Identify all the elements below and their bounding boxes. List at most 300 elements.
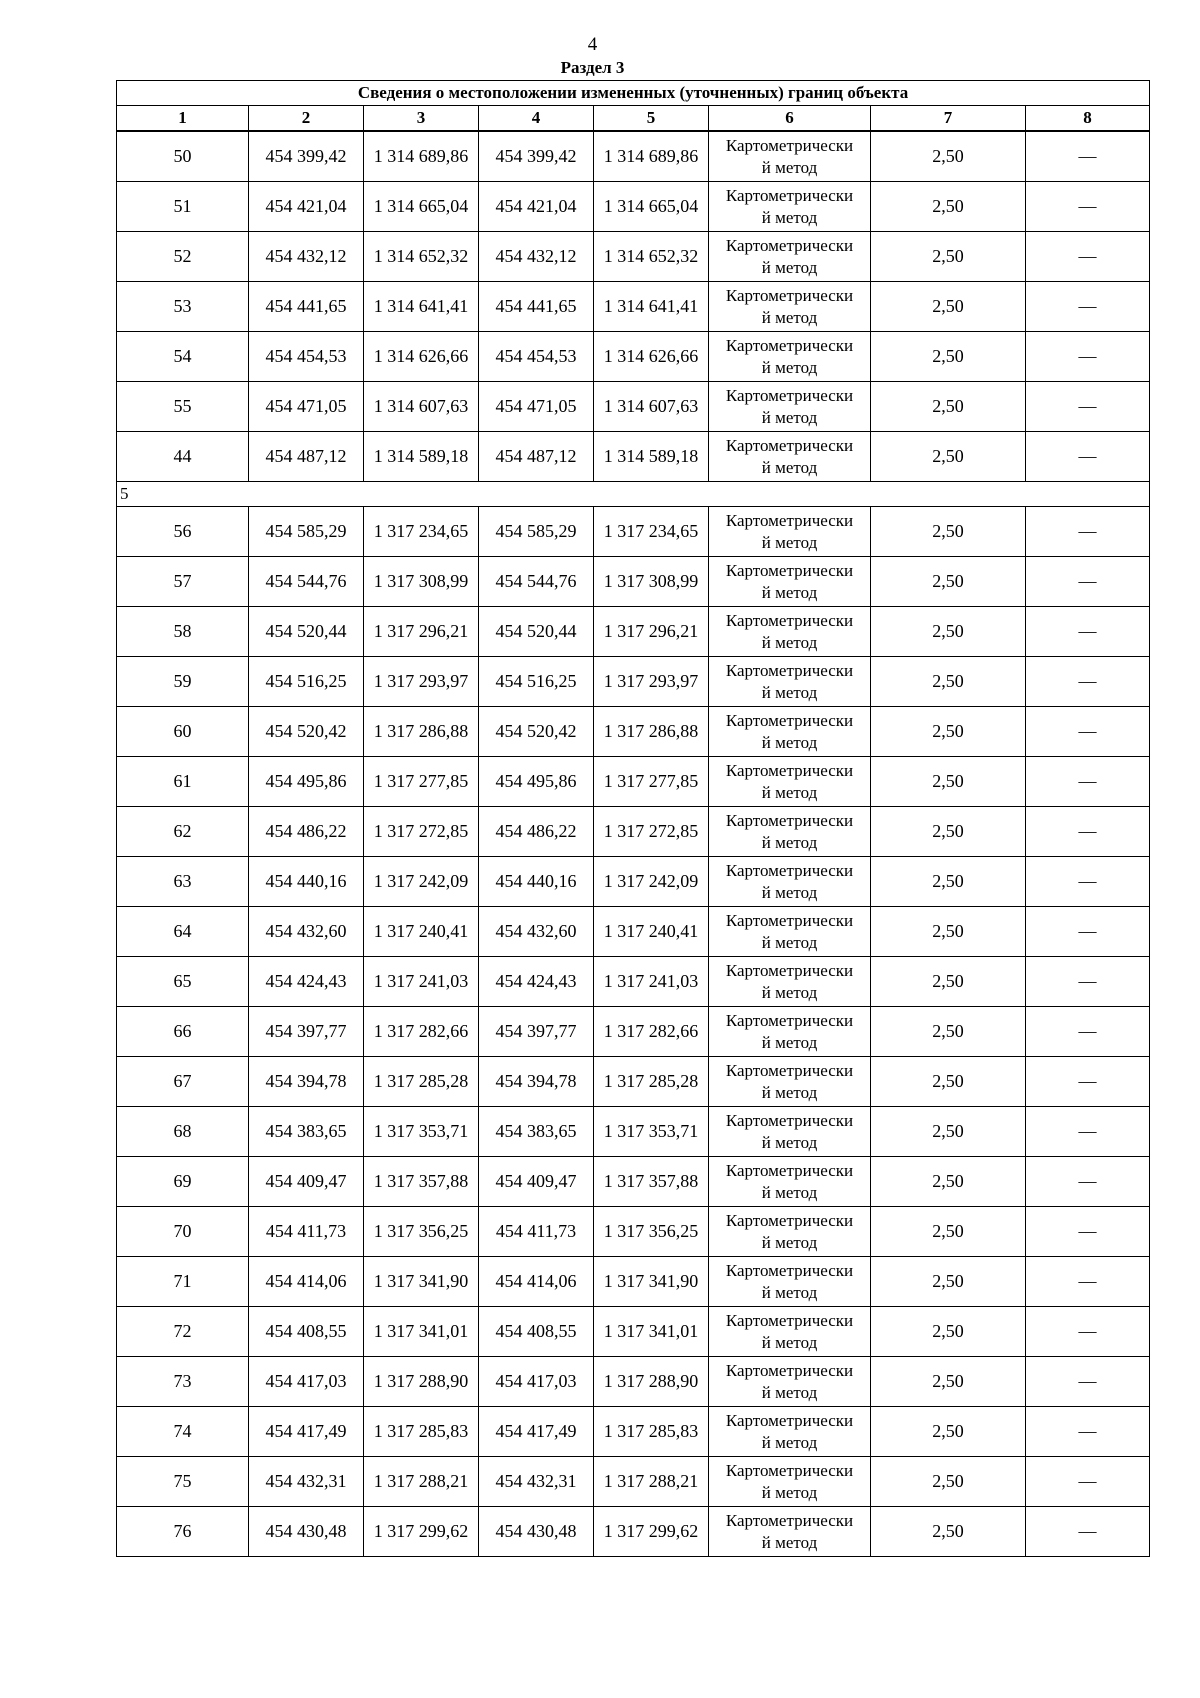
y-existing-cell: 1 317 357,88 — [364, 1157, 479, 1207]
y-updated-cell: 1 317 356,25 — [594, 1207, 709, 1257]
x-updated-cell: 454 440,16 — [479, 857, 594, 907]
y-existing-cell: 1 314 626,66 — [364, 332, 479, 382]
point-description-cell: — — [1026, 131, 1150, 182]
method-text-line: Картометрически — [725, 560, 854, 580]
table-row — [117, 1257, 1150, 1307]
accuracy-cell: 2,50 — [871, 1307, 1026, 1357]
y-updated-cell: 1 314 641,41 — [594, 282, 709, 332]
accuracy-cell: 2,50 — [871, 1207, 1026, 1257]
x-existing-cell: 454 399,42 — [249, 131, 364, 182]
accuracy-cell: 2,50 — [871, 131, 1026, 182]
y-updated-cell: 1 317 341,01 — [594, 1307, 709, 1357]
point-number-cell: 58 — [117, 607, 249, 657]
x-updated-cell: 454 520,42 — [479, 707, 594, 757]
method-text-line: й метод — [761, 157, 818, 177]
method-text-line: й метод — [761, 632, 818, 652]
method-cell — [709, 382, 871, 432]
x-existing-cell: 454 544,76 — [249, 557, 364, 607]
method-cell — [709, 232, 871, 282]
point-description-cell: — — [1026, 1457, 1150, 1507]
accuracy-cell: 2,50 — [871, 657, 1026, 707]
y-updated-cell: 1 317 341,90 — [594, 1257, 709, 1307]
table-row — [117, 707, 1150, 757]
point-number-cell: 65 — [117, 957, 249, 1007]
column-number: 4 — [479, 106, 594, 132]
y-existing-cell: 1 317 241,03 — [364, 957, 479, 1007]
point-number-cell: 71 — [117, 1257, 249, 1307]
point-number-cell: 59 — [117, 657, 249, 707]
x-updated-cell: 454 397,77 — [479, 1007, 594, 1057]
point-number-cell: 56 — [117, 507, 249, 557]
point-number-cell: 76 — [117, 1507, 249, 1557]
y-existing-cell: 1 317 277,85 — [364, 757, 479, 807]
method-cell — [709, 1257, 871, 1307]
x-updated-cell: 454 432,60 — [479, 907, 594, 957]
table-row — [117, 1507, 1150, 1557]
table-row — [117, 382, 1150, 432]
table-row — [117, 957, 1150, 1007]
method-cell — [709, 1107, 871, 1157]
contour-row — [117, 482, 1150, 507]
y-existing-cell: 1 317 234,65 — [364, 507, 479, 557]
table-row — [117, 607, 1150, 657]
table-row — [117, 1207, 1150, 1257]
y-existing-cell: 1 317 356,25 — [364, 1207, 479, 1257]
point-number-cell: 69 — [117, 1157, 249, 1207]
table-row — [117, 657, 1150, 707]
x-existing-cell: 454 417,49 — [249, 1407, 364, 1457]
method-text-line: Картометрически — [725, 960, 854, 980]
table-row — [117, 1407, 1150, 1457]
y-existing-cell: 1 317 341,90 — [364, 1257, 479, 1307]
accuracy-cell: 2,50 — [871, 1457, 1026, 1507]
x-existing-cell: 454 432,60 — [249, 907, 364, 957]
accuracy-cell: 2,50 — [871, 332, 1026, 382]
method-text-line: Картометрически — [725, 1410, 854, 1430]
y-existing-cell: 1 317 286,88 — [364, 707, 479, 757]
method-text-line: Картометрически — [725, 185, 854, 205]
point-number-cell: 52 — [117, 232, 249, 282]
method-text-line: й метод — [761, 1182, 818, 1202]
method-text-line: Картометрически — [725, 510, 854, 530]
x-updated-cell: 454 487,12 — [479, 432, 594, 482]
method-text-line: Картометрически — [725, 135, 854, 155]
column-number: 5 — [594, 106, 709, 132]
point-description-cell: — — [1026, 1407, 1150, 1457]
method-text-line: й метод — [761, 932, 818, 952]
point-description-cell: — — [1026, 1207, 1150, 1257]
method-text-line: Картометрически — [725, 1210, 854, 1230]
y-existing-cell: 1 317 285,28 — [364, 1057, 479, 1107]
method-text-line: й метод — [761, 1032, 818, 1052]
point-number-cell: 50 — [117, 131, 249, 182]
point-number-cell: 73 — [117, 1357, 249, 1407]
y-existing-cell: 1 314 652,32 — [364, 232, 479, 282]
method-text-line: й метод — [761, 207, 818, 227]
method-text-line: й метод — [761, 732, 818, 752]
accuracy-cell: 2,50 — [871, 707, 1026, 757]
y-existing-cell: 1 317 240,41 — [364, 907, 479, 957]
x-updated-cell: 454 544,76 — [479, 557, 594, 607]
method-cell — [709, 1207, 871, 1257]
accuracy-cell: 2,50 — [871, 907, 1026, 957]
x-updated-cell: 454 414,06 — [479, 1257, 594, 1307]
x-existing-cell: 454 471,05 — [249, 382, 364, 432]
y-updated-cell: 1 317 282,66 — [594, 1007, 709, 1057]
method-text-line: Картометрически — [725, 860, 854, 880]
point-number-cell: 64 — [117, 907, 249, 957]
point-number-cell: 70 — [117, 1207, 249, 1257]
x-updated-cell: 454 399,42 — [479, 131, 594, 182]
method-text-line: Картометрически — [725, 1460, 854, 1480]
method-text-line: й метод — [761, 982, 818, 1002]
table-row — [117, 1107, 1150, 1157]
y-updated-cell: 1 317 234,65 — [594, 507, 709, 557]
y-existing-cell: 1 317 282,66 — [364, 1007, 479, 1057]
y-updated-cell: 1 317 240,41 — [594, 907, 709, 957]
x-existing-cell: 454 486,22 — [249, 807, 364, 857]
x-updated-cell: 454 394,78 — [479, 1057, 594, 1107]
page-number: 4 — [587, 34, 598, 55]
method-cell — [709, 907, 871, 957]
method-text-line: Картометрически — [725, 1510, 854, 1530]
x-updated-cell: 454 430,48 — [479, 1507, 594, 1557]
column-number: 6 — [709, 106, 871, 132]
x-existing-cell: 454 397,77 — [249, 1007, 364, 1057]
y-updated-cell: 1 317 241,03 — [594, 957, 709, 1007]
x-updated-cell: 454 417,49 — [479, 1407, 594, 1457]
table-row — [117, 907, 1150, 957]
method-text-line: Картометрически — [725, 1360, 854, 1380]
column-number: 7 — [871, 106, 1026, 132]
method-text-line: Картометрически — [725, 385, 854, 405]
x-updated-cell: 454 441,65 — [479, 282, 594, 332]
point-description-cell: — — [1026, 1007, 1150, 1057]
table-row — [117, 282, 1150, 332]
point-description-cell: — — [1026, 607, 1150, 657]
x-existing-cell: 454 495,86 — [249, 757, 364, 807]
method-cell — [709, 432, 871, 482]
y-existing-cell: 1 317 299,62 — [364, 1507, 479, 1557]
method-text-line: Картометрически — [725, 910, 854, 930]
coordinates-table — [116, 80, 1150, 1557]
x-existing-cell: 454 520,44 — [249, 607, 364, 657]
point-description-cell: — — [1026, 1057, 1150, 1107]
table-row — [117, 807, 1150, 857]
point-description-cell: — — [1026, 707, 1150, 757]
method-cell — [709, 182, 871, 232]
accuracy-cell: 2,50 — [871, 1157, 1026, 1207]
accuracy-cell: 2,50 — [871, 807, 1026, 857]
method-text-line: й метод — [761, 407, 818, 427]
point-description-cell: — — [1026, 382, 1150, 432]
point-description-cell: — — [1026, 1307, 1150, 1357]
y-updated-cell: 1 317 353,71 — [594, 1107, 709, 1157]
method-text-line: Картометрически — [725, 1060, 854, 1080]
accuracy-cell: 2,50 — [871, 1057, 1026, 1107]
accuracy-cell: 2,50 — [871, 432, 1026, 482]
x-existing-cell: 454 424,43 — [249, 957, 364, 1007]
accuracy-cell: 2,50 — [871, 1107, 1026, 1157]
column-number-row — [117, 106, 1150, 132]
method-cell — [709, 807, 871, 857]
x-updated-cell: 454 454,53 — [479, 332, 594, 382]
y-updated-cell: 1 314 607,63 — [594, 382, 709, 432]
point-number-cell: 68 — [117, 1107, 249, 1157]
method-cell — [709, 1057, 871, 1107]
method-text-line: Картометрически — [725, 335, 854, 355]
point-number-cell: 62 — [117, 807, 249, 857]
point-number-cell: 51 — [117, 182, 249, 232]
point-description-cell: — — [1026, 907, 1150, 957]
method-cell — [709, 282, 871, 332]
y-updated-cell: 1 317 293,97 — [594, 657, 709, 707]
method-text-line: Картометрически — [725, 435, 854, 455]
point-description-cell: — — [1026, 232, 1150, 282]
point-description-cell: — — [1026, 1157, 1150, 1207]
table-row — [117, 1157, 1150, 1207]
method-cell — [709, 131, 871, 182]
column-number: 1 — [117, 106, 249, 132]
point-description-cell: — — [1026, 557, 1150, 607]
method-text-line: Картометрически — [725, 660, 854, 680]
method-cell — [709, 757, 871, 807]
point-number-cell: 72 — [117, 1307, 249, 1357]
table-row — [117, 1007, 1150, 1057]
accuracy-cell: 2,50 — [871, 757, 1026, 807]
method-text-line: Картометрически — [725, 1310, 854, 1330]
accuracy-cell: 2,50 — [871, 282, 1026, 332]
table-row — [117, 857, 1150, 907]
method-text-line: й метод — [761, 1132, 818, 1152]
table-row — [117, 557, 1150, 607]
table-row — [117, 1457, 1150, 1507]
x-updated-cell: 454 432,31 — [479, 1457, 594, 1507]
method-text-line: Картометрически — [725, 1260, 854, 1280]
y-existing-cell: 1 317 288,90 — [364, 1357, 479, 1407]
method-text-line: й метод — [761, 1082, 818, 1102]
y-existing-cell: 1 317 272,85 — [364, 807, 479, 857]
x-updated-cell: 454 424,43 — [479, 957, 594, 1007]
point-number-cell: 67 — [117, 1057, 249, 1107]
y-updated-cell: 1 317 277,85 — [594, 757, 709, 807]
y-existing-cell: 1 314 641,41 — [364, 282, 479, 332]
y-updated-cell: 1 317 285,83 — [594, 1407, 709, 1457]
column-number: 2 — [249, 106, 364, 132]
y-existing-cell: 1 317 242,09 — [364, 857, 479, 907]
point-number-cell: 66 — [117, 1007, 249, 1057]
method-text-line: й метод — [761, 682, 818, 702]
x-existing-cell: 454 417,03 — [249, 1357, 364, 1407]
column-number: 8 — [1026, 106, 1150, 132]
y-updated-cell: 1 314 689,86 — [594, 131, 709, 182]
x-existing-cell: 454 411,73 — [249, 1207, 364, 1257]
point-description-cell: — — [1026, 957, 1150, 1007]
point-number-cell: 75 — [117, 1457, 249, 1507]
table-row — [117, 182, 1150, 232]
point-number-cell: 53 — [117, 282, 249, 332]
y-existing-cell: 1 317 288,21 — [364, 1457, 479, 1507]
method-text-line: Картометрически — [725, 235, 854, 255]
accuracy-cell: 2,50 — [871, 382, 1026, 432]
point-description-cell: — — [1026, 1107, 1150, 1157]
x-updated-cell: 454 471,05 — [479, 382, 594, 432]
table-row — [117, 1057, 1150, 1107]
x-updated-cell: 454 408,55 — [479, 1307, 594, 1357]
method-cell — [709, 332, 871, 382]
table-caption: Сведения о местоположении измененных (уточненных) границ объекта — [117, 81, 1150, 106]
accuracy-cell: 2,50 — [871, 1007, 1026, 1057]
accuracy-cell: 2,50 — [871, 857, 1026, 907]
method-cell — [709, 507, 871, 557]
y-updated-cell: 1 314 589,18 — [594, 432, 709, 482]
x-updated-cell: 454 486,22 — [479, 807, 594, 857]
method-text-line: й метод — [761, 832, 818, 852]
y-existing-cell: 1 314 665,04 — [364, 182, 479, 232]
y-updated-cell: 1 317 299,62 — [594, 1507, 709, 1557]
table-row — [117, 757, 1150, 807]
y-updated-cell: 1 317 286,88 — [594, 707, 709, 757]
point-description-cell: — — [1026, 1507, 1150, 1557]
accuracy-cell: 2,50 — [871, 1407, 1026, 1457]
table-row — [117, 432, 1150, 482]
x-existing-cell: 454 421,04 — [249, 182, 364, 232]
method-cell — [709, 1357, 871, 1407]
method-text-line: й метод — [761, 457, 818, 477]
point-description-cell: — — [1026, 857, 1150, 907]
x-existing-cell: 454 454,53 — [249, 332, 364, 382]
accuracy-cell: 2,50 — [871, 607, 1026, 657]
y-updated-cell: 1 317 285,28 — [594, 1057, 709, 1107]
method-text-line: й метод — [761, 357, 818, 377]
point-number-cell: 63 — [117, 857, 249, 907]
x-updated-cell: 454 411,73 — [479, 1207, 594, 1257]
method-text-line: Картометрически — [725, 1010, 854, 1030]
point-description-cell: — — [1026, 332, 1150, 382]
y-updated-cell: 1 314 665,04 — [594, 182, 709, 232]
method-cell — [709, 557, 871, 607]
point-description-cell: — — [1026, 282, 1150, 332]
method-cell — [709, 607, 871, 657]
y-existing-cell: 1 317 296,21 — [364, 607, 479, 657]
table-caption-row — [117, 81, 1150, 106]
x-existing-cell: 454 585,29 — [249, 507, 364, 557]
method-text-line: й метод — [761, 1432, 818, 1452]
method-text-line: й метод — [761, 1332, 818, 1352]
x-existing-cell: 454 440,16 — [249, 857, 364, 907]
x-existing-cell: 454 414,06 — [249, 1257, 364, 1307]
method-cell — [709, 857, 871, 907]
x-existing-cell: 454 394,78 — [249, 1057, 364, 1107]
point-number-cell: 74 — [117, 1407, 249, 1457]
accuracy-cell: 2,50 — [871, 507, 1026, 557]
x-updated-cell: 454 409,47 — [479, 1157, 594, 1207]
method-text-line: Картометрически — [725, 710, 854, 730]
y-updated-cell: 1 317 288,21 — [594, 1457, 709, 1507]
table-row — [117, 1307, 1150, 1357]
y-existing-cell: 1 317 285,83 — [364, 1407, 479, 1457]
point-number-cell: 54 — [117, 332, 249, 382]
method-text-line: й метод — [761, 307, 818, 327]
x-updated-cell: 454 421,04 — [479, 182, 594, 232]
x-existing-cell: 454 408,55 — [249, 1307, 364, 1357]
contour-number: 5 — [117, 482, 1150, 507]
point-description-cell: — — [1026, 507, 1150, 557]
y-updated-cell: 1 314 626,66 — [594, 332, 709, 382]
method-text-line: й метод — [761, 582, 818, 602]
point-description-cell: — — [1026, 757, 1150, 807]
accuracy-cell: 2,50 — [871, 232, 1026, 282]
table-row — [117, 507, 1150, 557]
method-text-line: й метод — [761, 1282, 818, 1302]
column-number: 3 — [364, 106, 479, 132]
x-updated-cell: 454 585,29 — [479, 507, 594, 557]
y-existing-cell: 1 317 353,71 — [364, 1107, 479, 1157]
point-number-cell: 61 — [117, 757, 249, 807]
x-existing-cell: 454 441,65 — [249, 282, 364, 332]
method-cell — [709, 1007, 871, 1057]
table-row — [117, 1357, 1150, 1407]
method-text-line: Картометрически — [725, 1110, 854, 1130]
y-updated-cell: 1 314 652,32 — [594, 232, 709, 282]
x-updated-cell: 454 432,12 — [479, 232, 594, 282]
table-body — [117, 81, 1150, 1557]
method-cell — [709, 707, 871, 757]
method-text-line: Картометрически — [725, 285, 854, 305]
y-existing-cell: 1 317 293,97 — [364, 657, 479, 707]
y-updated-cell: 1 317 357,88 — [594, 1157, 709, 1207]
method-cell — [709, 1157, 871, 1207]
y-updated-cell: 1 317 272,85 — [594, 807, 709, 857]
method-cell — [709, 957, 871, 1007]
method-cell — [709, 1407, 871, 1457]
x-updated-cell: 454 383,65 — [479, 1107, 594, 1157]
section-title: Раздел 3 — [560, 58, 625, 77]
x-updated-cell: 454 495,86 — [479, 757, 594, 807]
accuracy-cell: 2,50 — [871, 1507, 1026, 1557]
method-text-line: й метод — [761, 257, 818, 277]
point-description-cell: — — [1026, 807, 1150, 857]
method-text-line: Картометрически — [725, 760, 854, 780]
point-number-cell: 60 — [117, 707, 249, 757]
point-description-cell: — — [1026, 657, 1150, 707]
point-number-cell: 55 — [117, 382, 249, 432]
method-cell — [709, 657, 871, 707]
accuracy-cell: 2,50 — [871, 557, 1026, 607]
method-cell — [709, 1307, 871, 1357]
x-existing-cell: 454 432,31 — [249, 1457, 364, 1507]
y-updated-cell: 1 317 308,99 — [594, 557, 709, 607]
point-number-cell: 57 — [117, 557, 249, 607]
point-description-cell: — — [1026, 1357, 1150, 1407]
point-description-cell: — — [1026, 432, 1150, 482]
y-existing-cell: 1 317 308,99 — [364, 557, 479, 607]
point-number-cell: 44 — [117, 432, 249, 482]
table-row — [117, 332, 1150, 382]
method-text-line: й метод — [761, 1532, 818, 1552]
y-updated-cell: 1 317 296,21 — [594, 607, 709, 657]
x-existing-cell: 454 487,12 — [249, 432, 364, 482]
method-text-line: й метод — [761, 882, 818, 902]
y-existing-cell: 1 314 589,18 — [364, 432, 479, 482]
y-updated-cell: 1 317 288,90 — [594, 1357, 709, 1407]
method-text-line: Картометрически — [725, 810, 854, 830]
method-cell — [709, 1507, 871, 1557]
x-existing-cell: 454 430,48 — [249, 1507, 364, 1557]
x-existing-cell: 454 383,65 — [249, 1107, 364, 1157]
method-text-line: й метод — [761, 1482, 818, 1502]
point-description-cell: — — [1026, 1257, 1150, 1307]
